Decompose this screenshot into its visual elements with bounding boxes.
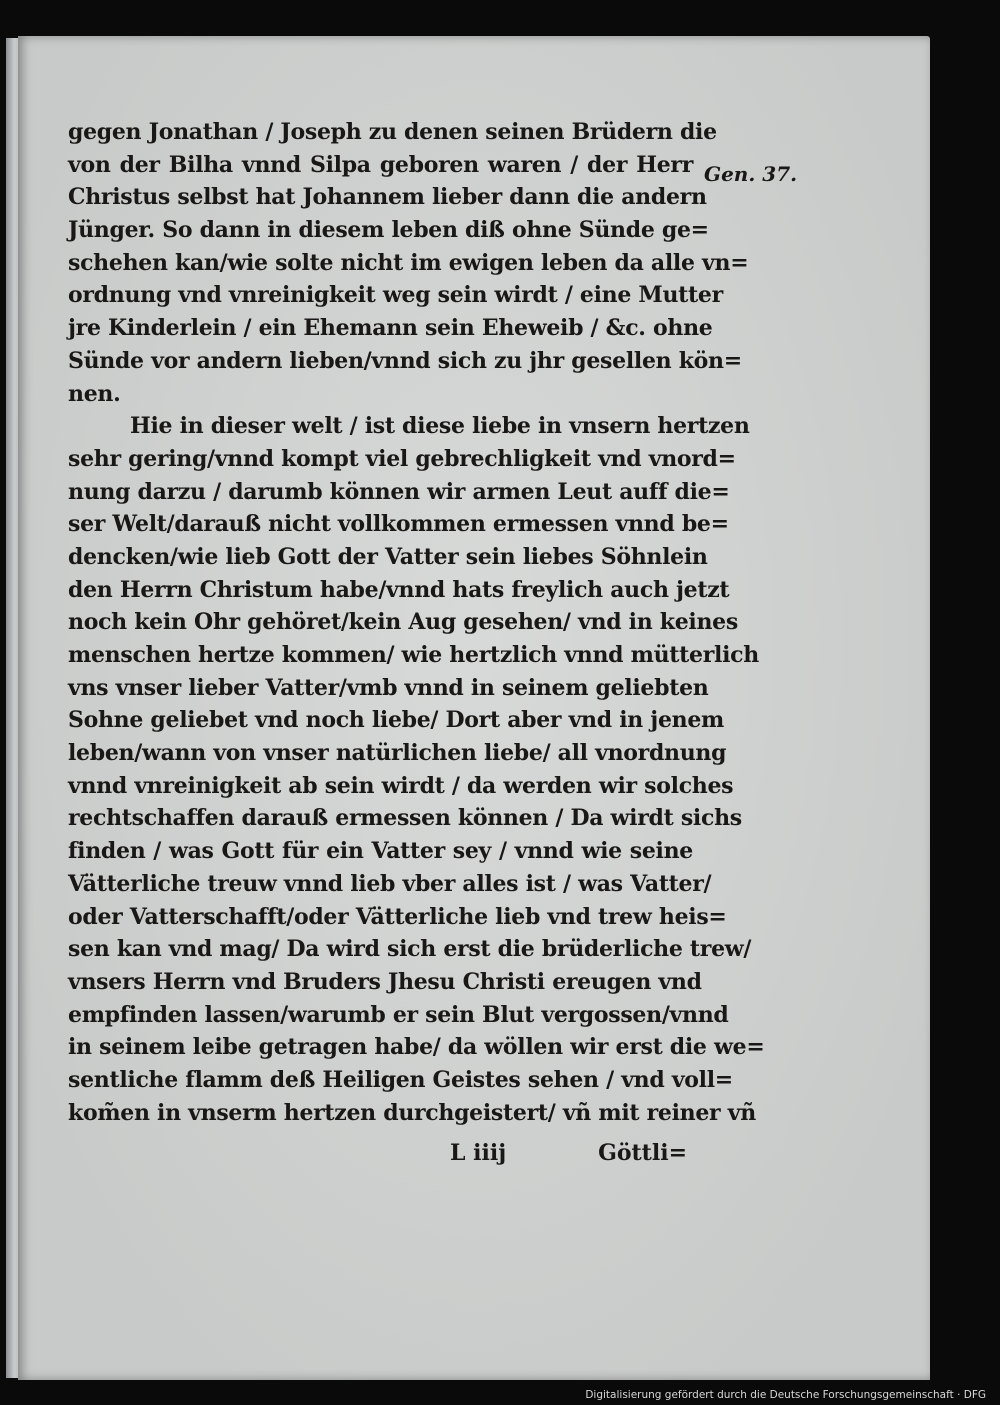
text-line: leben/wann von vnser natürlichen liebe/ all vnordnung xyxy=(68,740,727,767)
text-line: oder Vatterschafft/oder Vätterliche lieb vnd trew heis= xyxy=(68,903,727,930)
text-line: sehr gering/vnnd kompt viel gebrechligkeit vnd vnord= xyxy=(68,445,736,472)
text-line: sen kan vnd mag/ Da wird sich erst die brüderliche trew/ xyxy=(68,936,752,963)
text-line: Jünger. So dann in diesem leben diß ohne Sünde ge= xyxy=(68,217,709,244)
text-line: rechtschaffen darauß ermessen können / Da wirdt sichs xyxy=(68,805,742,832)
text-line: nung darzu / darumb können wir armen Leut auff die= xyxy=(68,478,730,505)
text-line: Sohne geliebet vnd noch liebe/ Dort aber vnd in jenem xyxy=(68,707,725,734)
text-line: finden / was Gott für ein Vatter sey / vnnd wie seine xyxy=(68,838,693,865)
text-line: sentliche flamm deß Heiligen Geistes sehen / vnd voll= xyxy=(68,1066,733,1093)
text-line: vnnd vnreinigkeit ab sein wirdt / da werden wir solches xyxy=(68,772,734,799)
text-line: ser Welt/darauß nicht vollkommen ermessen vnnd be= xyxy=(68,511,729,538)
text-line: dencken/wie lieb Gott der Vatter sein liebes Söhnlein xyxy=(68,543,708,570)
text-line: ordnung vnd vnreinigkeit weg sein wirdt / eine Mutter xyxy=(68,282,723,309)
catchword: Göttli= xyxy=(598,1140,687,1166)
text-line: jre Kinderlein / ein Ehemann sein Eheweib / &c. ohne xyxy=(68,315,713,342)
text-line: Vätterliche treuw vnnd lieb vber alles ist / was Vatter/ xyxy=(68,870,712,897)
page-footer xyxy=(68,1140,693,1174)
text-line: Christus selbst hat Johannem lieber dann die andern xyxy=(68,184,707,211)
text-line: den Herrn Christum habe/vnnd hats freylich auch jetzt xyxy=(68,576,730,603)
text-line: schehen kan/wie solte nicht im ewigen leben da alle vn= xyxy=(68,249,749,276)
marginal-note: Gen. 37. xyxy=(704,162,798,186)
text-line: kom̃en in vnserm hertzen durchgeistert/ vñ mit reiner vñ xyxy=(68,1099,756,1126)
text-line: empfinden lassen/warumb er sein Blut vergossen/vnnd xyxy=(68,1001,729,1028)
text-line: vns vnser lieber Vatter/vmb vnnd in seinem geliebten xyxy=(68,674,709,701)
text-line: von der Bilha vnnd Silpa geboren waren / der Herr xyxy=(68,151,693,178)
text-line: nen. xyxy=(68,380,121,407)
text-line: menschen hertze kommen/ wie hertzlich vnnd mütterlich xyxy=(68,642,759,668)
text-line: gegen Jonathan / Joseph zu denen seinen Brüdern die xyxy=(68,119,717,145)
text-line: Sünde vor andern lieben/vnnd sich zu jhr gesellen kön= xyxy=(68,347,742,374)
text-line: vnsers Herrn vnd Bruders Jhesu Christi ereugen vnd xyxy=(68,968,702,995)
signature-mark: L iiij xyxy=(450,1140,507,1166)
funding-credit: Digitalisierung gefördert durch die Deutsche Forschungsgemeinschaft · DFG xyxy=(585,1389,986,1401)
text-line: noch kein Ohr gehöret/kein Aug gesehen/ vnd in keines xyxy=(68,609,738,636)
text-line: in seinem leibe getragen habe/ da wöllen wir erst die we= xyxy=(68,1034,765,1061)
text-line: Hie in dieser welt / ist diese liebe in vnsern hertzen xyxy=(130,413,750,440)
